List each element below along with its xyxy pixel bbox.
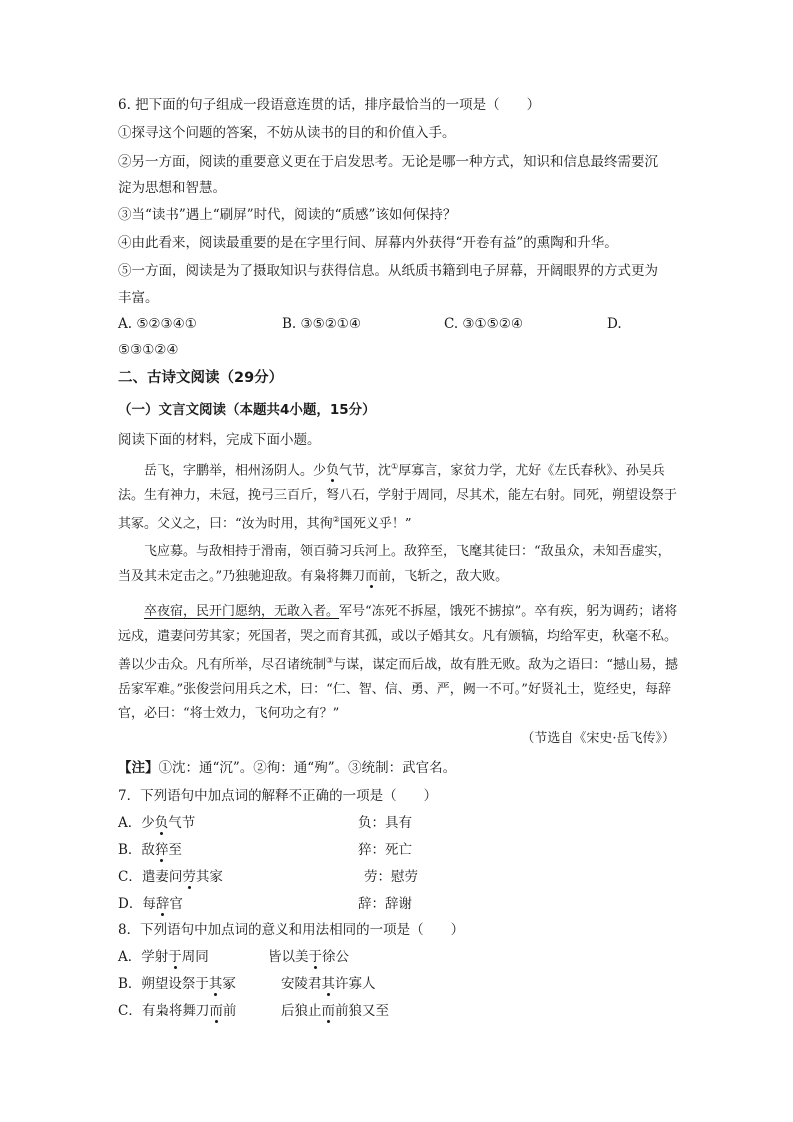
passage-text: 厚寡言，家贫力学，尤好《左氏春秋》、孙吴兵法。生有神力，未冠，挽弓三百斤，弩八石，学射于周同，尽其术，能左右射。同死，朔望设祭于其冢。父义之，曰：“汝为时用，其徇	[118, 463, 678, 532]
dotted-word: 而	[365, 568, 379, 584]
passage-text: 与谋，谋定而后战，故有胜无败。敌为之语曰：“撼山易，撼岳家军难。”张俊尝问用兵之术，曰：“仁、智、信、勇、严，阙一不可。”好贤礼士，览经史，每辞官，必曰：“将士效力，飞何功之有？”	[118, 657, 678, 722]
q6-sentence-5a: ⑤一方面，阅读是为了摄取知识与获得信息。从纸质书籍到电子屏幕，开阔眼界的方式更为	[118, 263, 658, 279]
note-marker: ①	[391, 462, 399, 471]
q7-stem: 7．下列语句中加点词的解释不正确的一项是（ ）	[118, 788, 438, 804]
dotted-word: 于	[168, 949, 182, 965]
option-text: D．每	[118, 896, 156, 912]
passage-paragraph-1	[118, 455, 678, 537]
passage-text: 前，飞斩之，敌大败。	[378, 568, 509, 584]
option-text: 至	[168, 842, 182, 858]
q8-stem: 8．下列语句中加点词的意义和用法相同的一项是（ ）	[118, 922, 465, 938]
passage-source: （节选自《宋史·岳飞传》）	[521, 731, 675, 746]
option-text: 前	[222, 1003, 237, 1019]
q6-sentence-1: ①探寻这个问题的答案，不妨从读书的目的和价值入手。	[118, 125, 456, 141]
option-gloss: 猝：死亡	[358, 842, 412, 858]
option-text: 皆以美	[268, 949, 309, 965]
dotted-word: 辞	[155, 896, 170, 912]
option-text: 冢	[222, 976, 236, 992]
subsection-title: （一）文言文阅读（本题共4小题，15分）	[118, 402, 376, 418]
option-gloss: 劳：慰劳	[364, 869, 418, 885]
note-marker: ②	[332, 515, 340, 525]
q6-stem: 6. 把下面的句子组成一段语意连贯的话，排序最恰当的一项是（ ）	[118, 97, 541, 113]
passage-text: 气节，沈	[339, 463, 392, 479]
q6-option-c: C. ③①⑤②④	[444, 316, 523, 332]
q6-option-b: B. ③⑤②①④	[282, 316, 362, 332]
passage-text: 国死义乎！”	[339, 516, 412, 532]
option-text: A．少	[118, 815, 155, 831]
dotted-word: 而	[209, 1003, 223, 1019]
q7-option-a	[118, 813, 412, 833]
option-gloss: 负：具有	[358, 815, 412, 831]
reading-instruction: 阅读下面的材料，完成下面小题。	[118, 432, 321, 448]
option-text: C．遣妻问	[118, 869, 183, 885]
q6-option-a: A. ⑤②③④①	[118, 316, 197, 332]
dotted-word: 猝	[154, 842, 169, 858]
q7-option-b	[118, 840, 412, 860]
passage-paragraph-3	[118, 600, 678, 727]
option-text: C．有枭将舞刀	[118, 1003, 210, 1019]
option-text: 徐公	[322, 949, 349, 965]
q8-option-a	[118, 947, 349, 967]
note-label: 【注】	[118, 760, 159, 776]
q6-sentence-5b: 丰富。	[118, 290, 159, 306]
dotted-word: 其	[208, 976, 223, 992]
option-text: B．敌	[118, 842, 155, 858]
passage-text: 军号“冻死不拆屋，饿死不掳掠”。卒有疾，躬为调药；诸将远戍，遣妻问劳其家；死国者，哭之而育其孤，或以子婚其女。凡有颁犒，均给军吏，秋毫不私。善以少击众。凡有所举，尽召诸统制	[118, 604, 678, 673]
note-marker: ③	[326, 656, 334, 665]
q6-sentence-2b: 淀为思想和智慧。	[118, 180, 226, 196]
option-text: A．学射	[118, 949, 169, 965]
q6-option-d-value: ⑤③①②④	[118, 342, 179, 358]
dotted-word: 于	[308, 949, 322, 965]
option-gloss: 辞：辞谢	[358, 896, 412, 912]
dotted-word: 劳	[182, 869, 196, 885]
q6-option-d-label: D.	[607, 316, 622, 332]
option-text: 周同	[181, 949, 209, 965]
passage-text: 飞应募。与敌相持于滑南，领百骑习兵河上。敌猝至，飞麾其徒曰：“敌虽众，未知吾虚实，当及其未定击之。”乃独驰迎敌。有枭将舞刀	[118, 544, 671, 584]
q7-option-c	[118, 867, 418, 887]
option-text: 其家	[195, 869, 223, 885]
option-text: 气节	[168, 815, 196, 831]
note-text: ①沈：通“沉”。②徇：通“殉”。③统制：武官名。	[158, 760, 457, 776]
option-text: B．朔望设祭于	[118, 976, 209, 992]
option-text: 官	[169, 896, 183, 912]
dotted-word: 其	[321, 976, 335, 992]
dotted-word: 负	[154, 815, 169, 831]
underlined-sentence: 卒夜宿，民开门愿纳，无敢入者。	[144, 604, 340, 619]
passage-text: 岳飞，字鹏举，相州汤阴人。少	[144, 463, 327, 479]
option-text: 后狼止	[281, 1003, 322, 1019]
annotation-note	[118, 758, 456, 778]
dotted-word: 而	[321, 1003, 335, 1019]
q8-option-c	[118, 1001, 389, 1021]
option-text: 前狼又至	[335, 1003, 389, 1019]
q6-sentence-2a: ②另一方面，阅读的重要意义更在于启发思考。无论是哪一种方式，知识和信息最终需要沉	[118, 154, 658, 170]
option-text: 许寡人	[335, 976, 376, 992]
q6-sentence-3: ③当“读书”遇上“刷屏”时代，阅读的“质感”该如何保持？	[118, 207, 457, 223]
option-text: 安陵君	[281, 976, 322, 992]
q6-sentence-4: ④由此看来，阅读最重要的是在字里行间、屏幕内外获得“开卷有益”的熏陶和升华。	[118, 235, 618, 251]
passage-paragraph-2	[118, 540, 678, 589]
q7-option-d	[118, 894, 412, 914]
q8-option-b	[118, 974, 376, 994]
dotted-word: 负	[326, 463, 340, 479]
section-title: 二、古诗文阅读（29分）	[118, 370, 284, 386]
